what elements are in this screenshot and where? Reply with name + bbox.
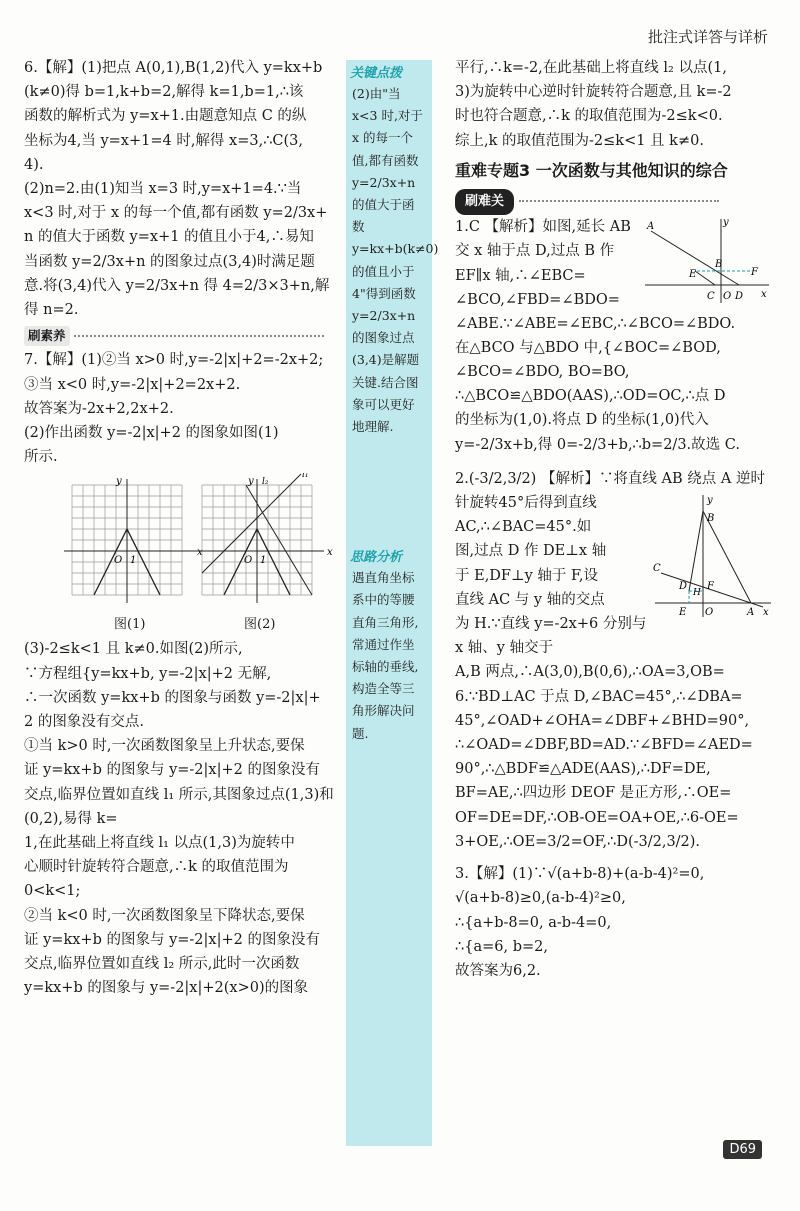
svg-text:x: x [761,289,767,301]
text-line: 时也符合题意,∴k 的取值范围为-2≤k<0. [455,108,723,125]
text-line: ②当 k<0 时,一次函数图象呈下降状态,要保 [24,907,305,924]
text-line: ∴一次函数 y=kx+b 的图象与函数 y=-2|x|+ [24,689,321,706]
text-line: 1.C 【解析】如图,延长 AB [455,219,631,236]
text-line: 交点,临界位置如直线 l₁ 所示,其图象过点(1,3)和(0,2),易得 k= [24,786,334,827]
text-line: 为 H.∵直线 y=-2x+6 分别与 x 轴、y 轴交于 [455,616,647,657]
svg-text:B: B [715,259,723,271]
svg-text:l₂: l₂ [262,477,269,488]
figure-1-graph [64,476,203,603]
text-line: 4). [24,156,44,173]
svg-text:y: y [116,476,122,488]
text-line: 90°,∴△BDF≌△ADE(AAS),∴DF=DE, [455,761,711,778]
svg-text:E: E [679,607,687,619]
svg-text:F: F [751,267,758,279]
text-line: BF=AE,∴四边形 DEOF 是正方形,∴OE= [455,785,732,802]
text-line: ③当 x<0 时,y=-2|x|+2=2x+2. [24,376,241,393]
text-line: 心顺时针旋转符合题意,∴k 的取值范围为 [24,859,289,876]
text-line: EF∥x 轴,∴∠EBC= [455,267,586,284]
svg-text:A: A [747,607,755,619]
svg-text:F: F [707,581,714,593]
text-line: 所示. [24,449,58,466]
svg-text:x: x [327,547,333,559]
answer-q2 [455,467,773,854]
text-line: 45°,∠OAD+∠OHA=∠DBF+∠BHD=90°, [455,712,750,729]
text-line: ①当 k>0 时,一次函数图象呈上升状态,要保 [24,738,305,755]
text-line: y=-2/3x+b,得 0=-2/3+b,∴b=2/3.故选 C. [455,436,740,453]
text-line: 函数的解析式为 y=x+1.由题意知点 C 的纵 [24,108,307,125]
answer-q1 [455,215,773,457]
text-line: (2)作出函数 y=-2|x|+2 的图象如图(1) [24,425,279,442]
text-line: (k≠0)得 b=1,k+b=2,解得 k=1,b=1,∴该 [24,84,304,101]
section-badge: 刷难关 [455,189,514,215]
answer-7 [24,348,342,469]
text-line: 于 E,DF⊥y 轴于 F,设 [455,567,598,584]
text-line: 6.∵BD⊥AC 于点 D,∠BAC=45°,∴∠DBA= [455,688,743,705]
svg-text:H: H [693,588,701,599]
svg-text:1: 1 [130,555,137,567]
text-line: 证 y=kx+b 的图象与 y=-2|x|+2 的图象没有 [24,931,320,948]
text-line: 的坐标为(1,0).将点 D 的坐标(1,0)代入 [455,412,709,429]
text-line: 交 x 轴于点 D,过点 B 作 [455,243,615,260]
text-line: 2 的图象没有交点. [24,714,144,731]
svg-text:x: x [763,607,769,619]
text-line: 故答案为6,2. [455,962,541,979]
q2-geometry-figure [653,491,773,621]
note-title-key-points: 关键点拨 [350,66,403,81]
text-line: 针旋转45°后得到直线 [455,495,597,512]
text-line: y=kx+b 的图象与 y=-2|x|+2(x>0)的图象 [24,980,309,997]
text-line: ∠BCO,∠FBD=∠BDO= [455,291,620,308]
answer-q3 [455,862,773,983]
answer-7-end [455,56,773,153]
svg-text:E: E [689,269,697,281]
svg-text:y: y [248,476,254,488]
note-title-thinking: 思路分析 [350,550,403,566]
side-notes [346,60,439,1146]
text-line: OF=DE=DF,∴OB-OE=OA+OE,∴6-OE= [455,809,739,826]
dotted-divider [519,200,719,202]
text-line: ∴△BCO≌△BDO(AAS),∴OD=OC,∴点 D [455,388,726,405]
svg-text:D: D [679,581,688,593]
dotted-divider [74,335,324,337]
text-line: 1,在此基础上将直线 l₁ 以点(1,3)为旋转中 [24,835,295,852]
text-line: (2)n=2.由(1)知当 x=3 时,y=x+1=4.∵当 [24,181,302,198]
text-line: ∴{a=6, b=2, [455,938,548,955]
text-line: (3)-2≤k<1 且 k≠0.如图(2)所示, [24,641,243,658]
svg-text:C: C [707,291,715,303]
text-line: 得 n=2. [24,302,79,319]
svg-text:O: O [244,555,253,567]
text-line: ∵方程组{y=kx+b, y=-2|x|+2 无解, [24,665,272,682]
text-line: 直线 AC 与 y 轴的交点 [455,591,605,608]
figure-2-graph [194,473,333,603]
svg-text:O: O [705,607,714,619]
text-line: 3.【解】(1)∵√(a+b-8)+(a-b-4)²=0, [455,866,705,883]
text-line: 当函数 y=2/3x+n 的图象过点(3,4)时满足题 [24,253,315,270]
text-line: 综上,k 的取值范围为-2≤k<1 且 k≠0. [455,132,704,149]
text-line: 图,过点 D 作 DE⊥x 轴 [455,543,607,560]
text-line: 证 y=kx+b 的图象与 y=-2|x|+2 的图象没有 [24,762,320,779]
page-number: D69 [723,1140,762,1159]
text-line: ∴∠OAD=∠DBF,BD=AD.∵∠BFD=∠AED= [455,737,753,754]
text-line: 故答案为-2x+2,2x+2. [24,400,174,417]
text-line: 3+OE,∴OE=3/2=OF,∴D(-3/2,3/2). [455,833,701,850]
text-line: ∴{a+b-8=0, a-b-4=0, [455,914,612,931]
q1-geometry-figure [643,215,773,307]
text-line: x<3 时,对于 x 的每一个值,都有函数 y=2/3x+ [24,205,328,222]
svg-text:y: y [723,217,729,229]
answer-6 [24,56,342,322]
graph-figures [24,473,342,633]
svg-text:O: O [723,291,732,303]
svg-text:B: B [707,513,715,525]
text-line: 坐标为4,当 y=x+1=4 时,解得 x=3,∴C(3, [24,132,304,149]
text-line: 意.将(3,4)代入 y=2/3x+n 得 4=2/3×3+n,解 [24,277,330,294]
right-column [455,56,773,985]
figure-2-caption: 图(2) [244,617,276,633]
text-line: √(a+b-8)≥0,(a-b-4)²≥0, [455,890,626,907]
text-line: n 的值大于函数 y=x+1 的值且小于4,∴易知 [24,229,314,246]
svg-text:O: O [114,555,123,567]
text-line: AC,∴∠BAC=45°.如 [455,519,592,536]
text-line: 平行,∴k=-2,在此基础上将直线 l₂ 以点(1, [455,60,727,76]
svg-text:l₁: l₁ [302,473,309,481]
figure-1-caption: 图(1) [114,617,146,633]
text-line: 0<k<1; [24,883,81,900]
text-line: 交点,临界位置如直线 l₂ 所示,此时一次函数 [24,956,300,973]
svg-text:D: D [735,291,744,303]
section-title: 重难专题3 一次函数与其他知识的综合 [455,160,728,180]
text-line: A,B 两点,∴A(3,0),B(0,6),∴OA=3,OB= [455,664,725,681]
answer-7-continued [24,637,342,1000]
note-text-thinking: 遇直角坐标系中的等腰直角三角形,常通过作坐标轴的垂线,构造全等三角形解决问题. [352,570,419,741]
section-tag: 刷素养 [24,326,70,346]
figure-pair [24,473,342,633]
svg-text:y: y [707,495,713,507]
text-line: 在△BCO 与△BDO 中,{∠BOC=∠BOD, ∠BCO=∠BDO, BO=BO, [455,340,721,381]
text-line: 3)为旋转中心逆时针旋转符合题意,且 k=-2 [455,84,732,101]
text-line: ∠ABE.∵∠ABE=∠EBC,∴∠BCO=∠BDO. [455,316,736,333]
note-text-key-points: (2)由"当 x<3 时,对于 x 的每一个值,都有函数 y=2/3x+n 的值大于函数 y=kx+b(k≠0)的值且小于4"得到函数 y=2/3x+n 的图象过点(3,4)是解题关键.结合图象可以更好地理解. [352,86,439,435]
text-line: 7.【解】(1)②当 x>0 时,y=-2|x|+2=-2x+2; [24,352,324,369]
page-header: 批注式详答与详析 [647,28,768,46]
text-line: 2.(-3/2,3/2) 【解析】∵将直线 AB 绕点 A 逆时 [455,470,765,487]
svg-text:A: A [647,221,655,233]
text-line: 6.【解】(1)把点 A(0,1),B(1,2)代入 y=kx+b [24,60,323,76]
svg-text:C: C [653,563,661,575]
svg-text:x: x [197,547,203,559]
svg-text:1: 1 [260,555,267,567]
left-column [24,56,342,1003]
